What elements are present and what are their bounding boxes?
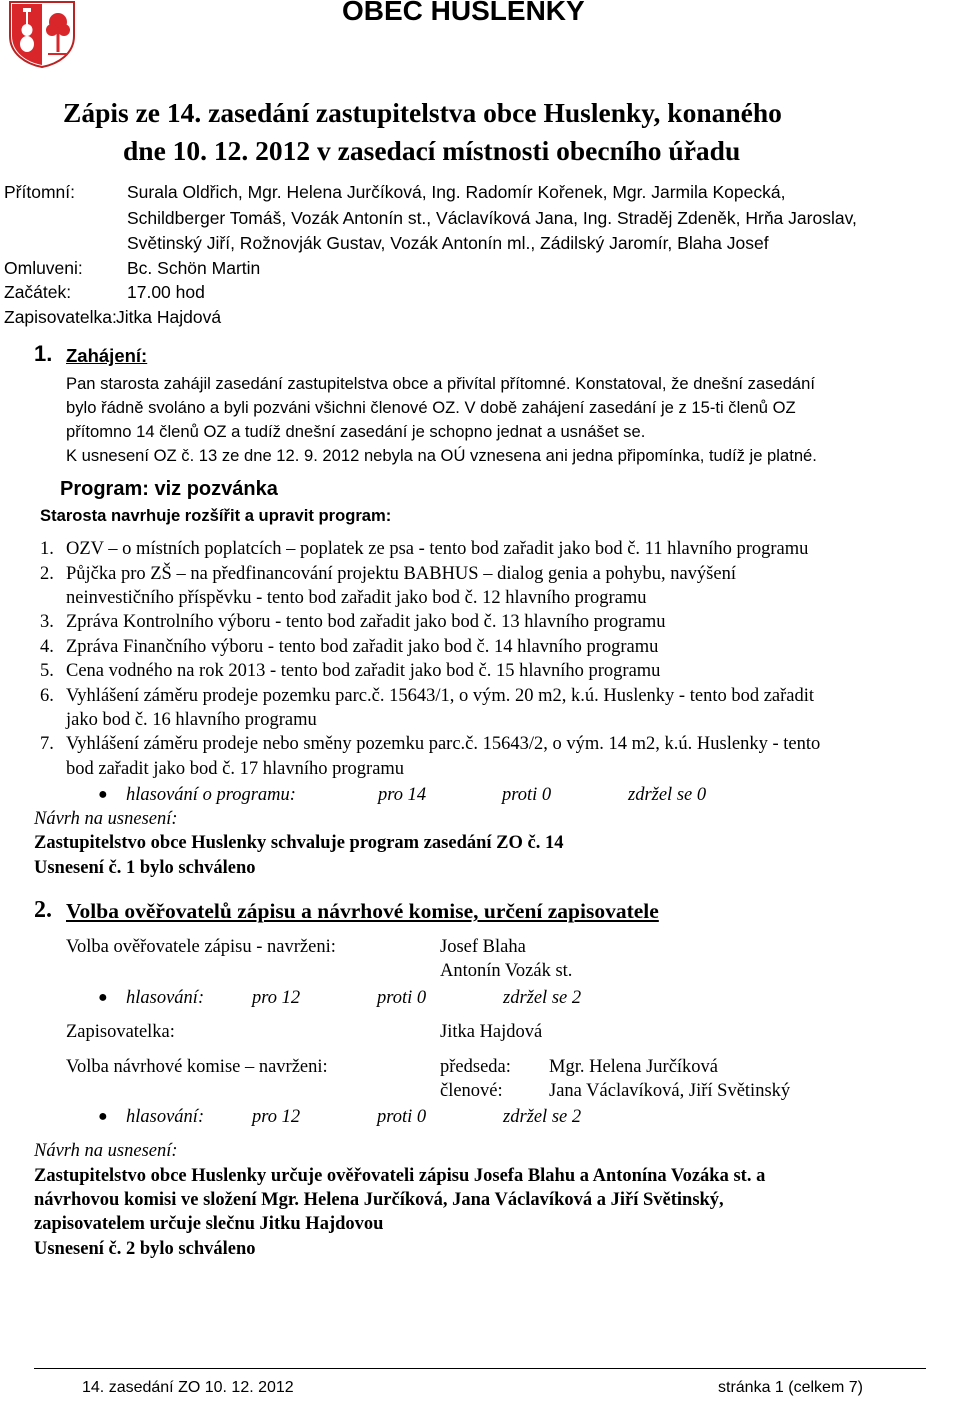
resolution-2-result: Usnesení č. 2 bylo schváleno [34,1239,256,1259]
program-item-1-line-1: OZV – o místních poplatcích – poplatek ze psa - tento bod zařadit jako bod č. 11 hlavního programu [66,539,809,559]
vote-program-label: hlasování o programu: [126,785,296,805]
program-item-num: 4. [40,637,54,657]
resolution-1-text: Zastupitelstvo obce Huslenky schvaluje program zasedání ZO č. 14 [34,833,564,853]
program-item-num: 2. [40,564,54,584]
vote-commission-against: proti 0 [377,1107,427,1127]
footer-divider [34,1368,926,1369]
footer-left-text: 14. zasedání ZO 10. 12. 2012 [82,1379,294,1396]
section-2-recorder-label: Zapisovatelka: [66,1022,175,1042]
section-2-number: 2. [34,897,52,923]
commission-chair-value: Mgr. Helena Jurčíková [549,1057,719,1077]
vote-program-abstain: zdržel se 0 [628,785,707,805]
vote-verifiers-for: pro 12 [252,988,301,1008]
present-line-1: Surala Oldřich, Mgr. Helena Jurčíková, Ing. Radomír Kořenek, Mgr. Jarmila Kopecká, [127,182,786,202]
vote-verifiers-abstain: zdržel se 2 [503,988,582,1008]
present-label: Přítomní: [4,182,75,202]
vote-commission-label: hlasování: [126,1107,205,1127]
vote-commission-abstain: zdržel se 2 [503,1107,582,1127]
program-item-num: 6. [40,686,54,706]
commission-members-value: Jana Václavíková, Jiří Světinský [549,1081,791,1101]
program-item-4-line-1: Zpráva Finančního výboru - tento bod zařadit jako bod č. 14 hlavního programu [66,637,659,657]
program-item-2-line-1: Půjčka pro ZŠ – na předfinancování projektu BABHUS – dialog genia a pohybu, navýšení [66,564,736,584]
vote-program-for: pro 14 [378,785,427,805]
program-item-3-line-1: Zpráva Kontrolního výboru - tento bod zařadit jako bod č. 13 hlavního programu [66,612,666,632]
section-2-title: Volba ověřovatelů zápisu a návrhové komise, určení zapisovatele [66,899,659,923]
program-item-7-line-1: Vyhlášení záměru prodeje nebo směny pozemku parc.č. 15643/2, o vým. 14 m2, k.ú. Huslenky - tento [66,734,821,754]
verifier-2: Antonín Vozák st. [440,961,573,981]
bullet-icon: ● [98,786,108,803]
commission-label: Volba návrhové komise – navrženi: [66,1057,328,1077]
resolution-2-line-3: zapisovatelem určuje slečnu Jitku Hajdovou [34,1214,384,1234]
program-item-num: 5. [40,661,54,681]
recorder-value: Jitka Hajdová [116,307,222,327]
program-item-5-line-1: Cena vodného na rok 2013 - tento bod zařadit jako bod č. 15 hlavního programu [66,661,661,681]
program-item-7-line-2: bod zařadit jako bod č. 17 hlavního programu [66,759,405,779]
start-label: Začátek: [4,282,72,302]
footer-page-number: stránka 1 (celkem 7) [718,1379,863,1396]
proposal-label-1: Návrh na usnesení: [34,809,178,829]
verifiers-label: Volba ověřovatele zápisu - navrženi: [66,937,336,957]
proposal-label-2: Návrh na usnesení: [34,1141,178,1161]
verifier-1: Josef Blaha [440,937,526,957]
section-1-text-line-2: bylo řádně svoláno a byli pozváni všichni členové OZ. V době zahájení zasedání je z 15-ti členů OZ [66,398,796,417]
commission-members-label: členové: [440,1081,503,1101]
municipal-crest-icon [6,0,78,68]
program-heading: Program: viz pozvánka [60,478,278,500]
resolution-2-line-2: návrhovou komisi ve složení Mgr. Helena Jurčíková, Jana Václavíková a Jiří Světinský, [34,1190,724,1210]
section-1-title: Zahájení: [66,345,148,366]
commission-chair-label: předseda: [440,1057,511,1077]
present-line-3: Světinský Jiří, Rožnovják Gustav, Vozák Antonín ml., Zádilský Jaromír, Blaha Josef [127,233,769,253]
present-line-2: Schildberger Tomáš, Vozák Antonín st., Václavíková Jana, Ing. Straděj Zdeněk, Hrňa Jaroslav, [127,208,857,228]
resolution-1-result: Usnesení č. 1 bylo schváleno [34,858,256,878]
resolution-2-line-1: Zastupitelstvo obce Huslenky určuje ověřovateli zápisu Josefa Blahu a Antonína Vozáka st. a [34,1166,766,1186]
document-title-line-1: Zápis ze 14. zasedání zastupitelstva obce Huslenky, konaného [63,97,782,128]
municipality-header-title: OBEC HUSLENKY [342,0,585,26]
document-title-line-2: dne 10. 12. 2012 v zasedací místnosti obecního úřadu [123,135,741,166]
excused-label: Omluveni: [4,258,83,278]
excused-value: Bc. Schön Martin [127,258,261,278]
start-value: 17.00 hod [127,282,205,302]
program-item-2-line-2: neinvestičního příspěvku - tento bod zařadit jako bod č. 12 hlavního programu [66,588,647,608]
section-1-number: 1. [34,341,53,366]
bullet-icon: ● [98,989,108,1006]
program-item-num: 7. [40,734,54,754]
bullet-icon: ● [98,1108,108,1125]
vote-commission-for: pro 12 [252,1107,301,1127]
section-1-text-line-3: přítomno 14 členů OZ a tudíž dnešní zasedání je schopno jednat a usnášet se. [66,422,646,441]
program-item-num: 1. [40,539,54,559]
program-subheading: Starosta navrhuje rozšířit a upravit program: [40,506,392,525]
section-1-text-line-1: Pan starosta zahájil zasedání zastupitelstva obce a přivítal přítomné. Konstatoval, že dnešní zasedání [66,374,815,393]
program-item-6-line-1: Vyhlášení záměru prodeje pozemku parc.č. 15643/1, o vým. 20 m2, k.ú. Huslenky - tento bod zařadit [66,686,815,706]
program-item-6-line-2: jako bod č. 16 hlavního programu [66,710,317,730]
recorder-label: Zapisovatelka: [4,307,117,327]
section-1-text-line-4: K usnesení OZ č. 13 ze dne 12. 9. 2012 nebyla na OÚ vznesena ani jedna připomínka, tudíž je platné. [66,446,817,465]
program-item-num: 3. [40,612,54,632]
vote-verifiers-label: hlasování: [126,988,205,1008]
vote-verifiers-against: proti 0 [377,988,427,1008]
vote-program-against: proti 0 [502,785,552,805]
section-2-recorder-value: Jitka Hajdová [440,1022,543,1042]
